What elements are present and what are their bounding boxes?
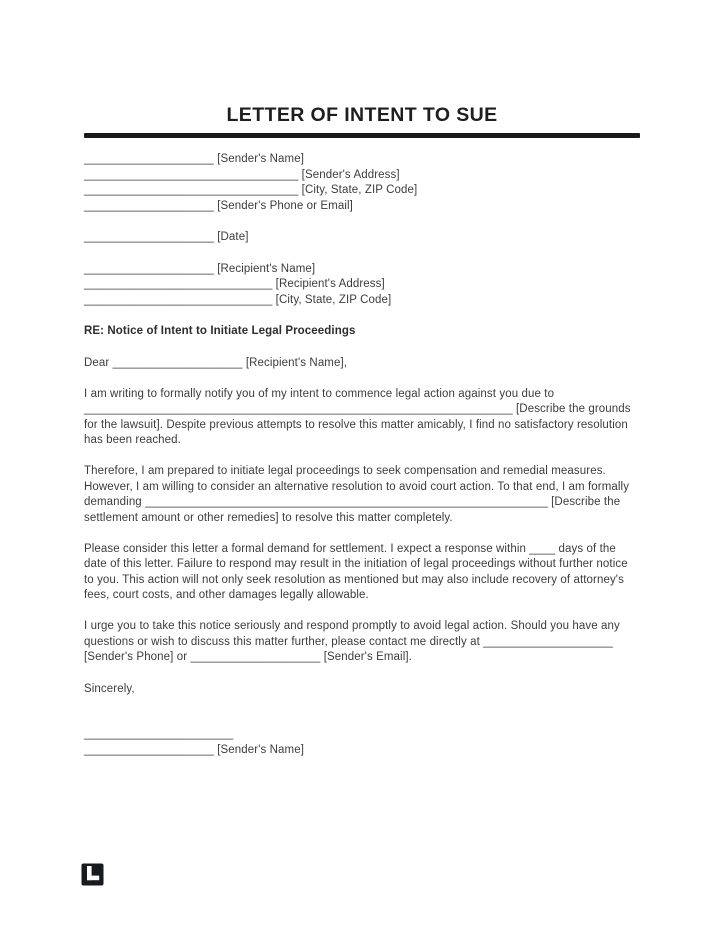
subject-block [84, 324, 640, 340]
title-underline [84, 133, 640, 138]
salutation-block [84, 356, 640, 372]
signature-rule-line: _______________________ [84, 728, 234, 740]
date-block [84, 230, 640, 246]
body-paragraph-4: I urge you to take this notice seriously and respond promptly to avoid legal action. Should you have any questions or wish to discuss this matter further, please contact me directly at ____________________ [Sender's Phone] or ____________________ [Sender's Email]. [84, 620, 620, 663]
recipient-address-line: _____________________________ [Recipient's Address] [84, 278, 385, 290]
recipient-city-line: _____________________________ [City, State, ZIP Code] [84, 293, 392, 306]
page-title: LETTER OF INTENT TO SUE [226, 104, 498, 126]
body-paragraph-2: Therefore, I am prepared to initiate legal proceedings to seek compensation and remedial measures. However, I am willing to consider an alternative resolution to avoid court action. To that end, I am formally demanding ______________________________________________________________ [Describe the settlement amount or other remedies] to resolve this matter completely. [84, 465, 630, 524]
sender-city-line: _________________________________ [City, State, ZIP Code] [84, 184, 418, 196]
sender-name-line: ____________________ [Sender's Name] [84, 153, 304, 165]
date-line: ____________________ [Date] [84, 231, 249, 243]
letter-header [84, 104, 640, 138]
closing-block [84, 682, 640, 698]
closing-line: Sincerely, [84, 682, 135, 695]
body-paragraph-3: Please consider this letter a formal demand for settlement. I expect a response within ____ days of the date of this letter. Failure to respond may result in the initiation of legal proceedings without further notice to you. This action will not only seek resolution as mentioned but may also include recovery of attorney's fees, court costs, and other damages legally allowable. [84, 542, 628, 601]
sender-address-line: _________________________________ [Sender's Address] [84, 168, 400, 181]
salutation-line: Dear ____________________ [Recipient's Name], [84, 356, 348, 369]
subject-line: RE: Notice of Intent to Initiate Legal Proceedings [84, 325, 356, 337]
legal-templates-logo-icon [81, 863, 104, 886]
recipient-name-line: ____________________ [Recipient's Name] [84, 262, 316, 275]
letter-content [84, 104, 640, 758]
signature-name-line: ____________________ [Sender's Name] [84, 743, 304, 756]
recipient-block [84, 262, 640, 309]
body-paragraph-1: I am writing to formally notify you of my intent to commence legal action against you due to __________________________________________________________________ [Describe the grounds for the lawsuit]. Despite previous attempts to resolve this matter amicably, I find no satisfactory resolution has been reached. [84, 387, 631, 446]
sender-block [84, 152, 640, 214]
signature-block [84, 727, 640, 758]
sender-phone-line: ____________________ [Sender's Phone or Email] [84, 199, 353, 212]
